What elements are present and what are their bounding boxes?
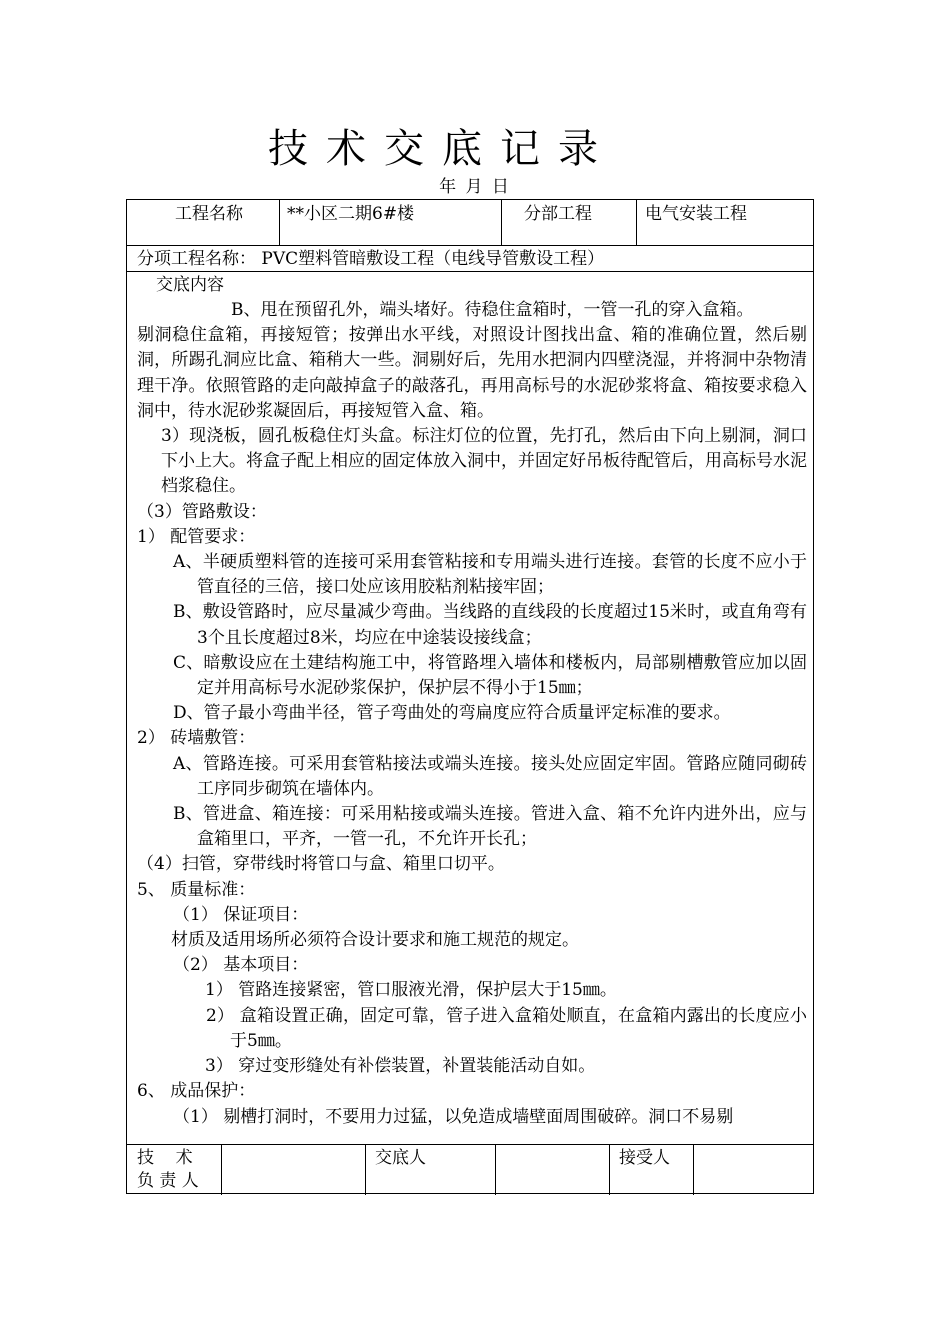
receiver-label: 接受人 (619, 1148, 670, 1168)
document-title: 技术交底记录 (268, 126, 616, 172)
division-value: 电气安装工程 (645, 204, 747, 224)
tech-lead-label-line2: 负 责 人 (137, 1171, 199, 1191)
paragraph: 材质及适用场所必须符合设计要求和施工规范的规定。 (171, 930, 579, 951)
paragraph: 3） 穿过变形缝处有补偿装置，补置装能活动自如。 (205, 1056, 596, 1077)
project-name-label: 工程名称 (175, 204, 243, 224)
paragraph: （3）管路敷设： (137, 501, 267, 522)
paragraph: （2） 基本项目： (173, 955, 309, 976)
paragraph: B、甩在预留孔外，端头堵好。待稳住盒箱时，一管一孔的穿入盒箱。 (231, 300, 754, 320)
paragraph: （4）扫管，穿带线时将管口与盒、箱里口切平。 (137, 854, 505, 875)
paragraph: 3）现浇板，圆孔板稳住灯头盒。标注灯位的位置，先打孔，然后由下向上剔洞，洞口下小上大。将盒子配上相应的固定体放入洞中，并固定好吊板待配管后，用高标号水泥档浆稳住。 (161, 426, 807, 497)
paragraph: （1） 剔槽打洞时，不要用力过猛，以免造成墙壁面周围破碎。洞口不易剔 (173, 1106, 734, 1127)
paragraph: 1） 管路连接紧密，管口服液光滑，保护层大于15㎜。 (205, 980, 617, 1001)
paragraph: （1） 保证项目： (173, 904, 309, 925)
paragraph: A、半硬质塑料管的连接可采用套管粘接和专用端头进行连接。套管的长度不应小于管直径的三倍，接口处应该用胶粘剂粘接牢固； (173, 552, 807, 598)
record-table (126, 199, 814, 1194)
column-divider (636, 200, 637, 245)
paragraph: A、管路连接。可采用套管粘接法或端头连接。接头处应固定牢固。管路应随同砌砖工序同步砌筑在墙体内。 (173, 753, 807, 799)
presenter-label: 交底人 (375, 1148, 426, 1168)
content-heading: 交底内容 (156, 275, 224, 295)
column-divider (365, 1144, 366, 1195)
column-divider (221, 1144, 222, 1195)
column-divider (495, 1144, 496, 1195)
paragraph: D、管子最小弯曲半径，管子弯曲处的弯扁度应符合质量评定标准的要求。 (173, 703, 731, 724)
paragraph: 5、 质量标准： (137, 879, 256, 900)
column-divider (279, 200, 280, 245)
content-body (137, 275, 807, 1130)
paragraph: 6、 成品保护： (137, 1081, 256, 1102)
row-divider (127, 1144, 813, 1145)
column-divider (609, 1144, 610, 1195)
row-divider (127, 245, 813, 246)
paragraph: 2） 砖墙敷管： (137, 728, 256, 749)
paragraph: 2） 盒箱设置正确，固定可靠，管子进入盒箱处顺直，在盒箱内露出的长度应小于5㎜。 (206, 1005, 807, 1051)
paragraph: 剔洞稳住盒箱，再接短管；按弹出水平线，对照设计图找出盒、箱的准确位置，然后剔洞，所踢孔洞应比盒、箱稍大一些。洞剔好后，先用水把洞内四壁浇湿，并将洞中杂物清理干净。依照管路的走向敲掉盒子的敲落孔，再用高标号的水泥砂浆将盒、箱按要求稳入洞中，待水泥砂浆凝固后，再接短管入盒、箱。 (137, 325, 807, 421)
paragraph: 1） 配管要求： (137, 526, 256, 547)
subitem-name: 分项工程名称： PVC塑料管暗敷设工程（电线导管敷设工程） (137, 249, 605, 269)
division-label: 分部工程 (524, 204, 592, 224)
date-line: 年 月 日 (439, 177, 511, 197)
column-divider (693, 1144, 694, 1195)
paragraph: B、管进盒、箱连接：可采用粘接或端头连接。管进入盒、箱不允许内进外出，应与盒箱里口，平齐，一管一孔，不允许开长孔； (173, 804, 807, 850)
paragraph: B、敷设管路时，应尽量减少弯曲。当线路的直线段的长度超过15米时，或直角弯有3个且长度超过8米，均应在中途装设接线盒； (173, 602, 807, 648)
tech-lead-label-line1: 技 术 (137, 1148, 193, 1168)
paragraph: C、暗敷设应在土建结构施工中，将管路埋入墙体和楼板内，局部剔槽敷管应加以固定并用高标号水泥砂浆保护，保护层不得小于15㎜； (173, 652, 807, 699)
project-name-value: **小区二期6#楼 (287, 204, 415, 224)
column-divider (501, 200, 502, 245)
row-divider (127, 271, 813, 272)
